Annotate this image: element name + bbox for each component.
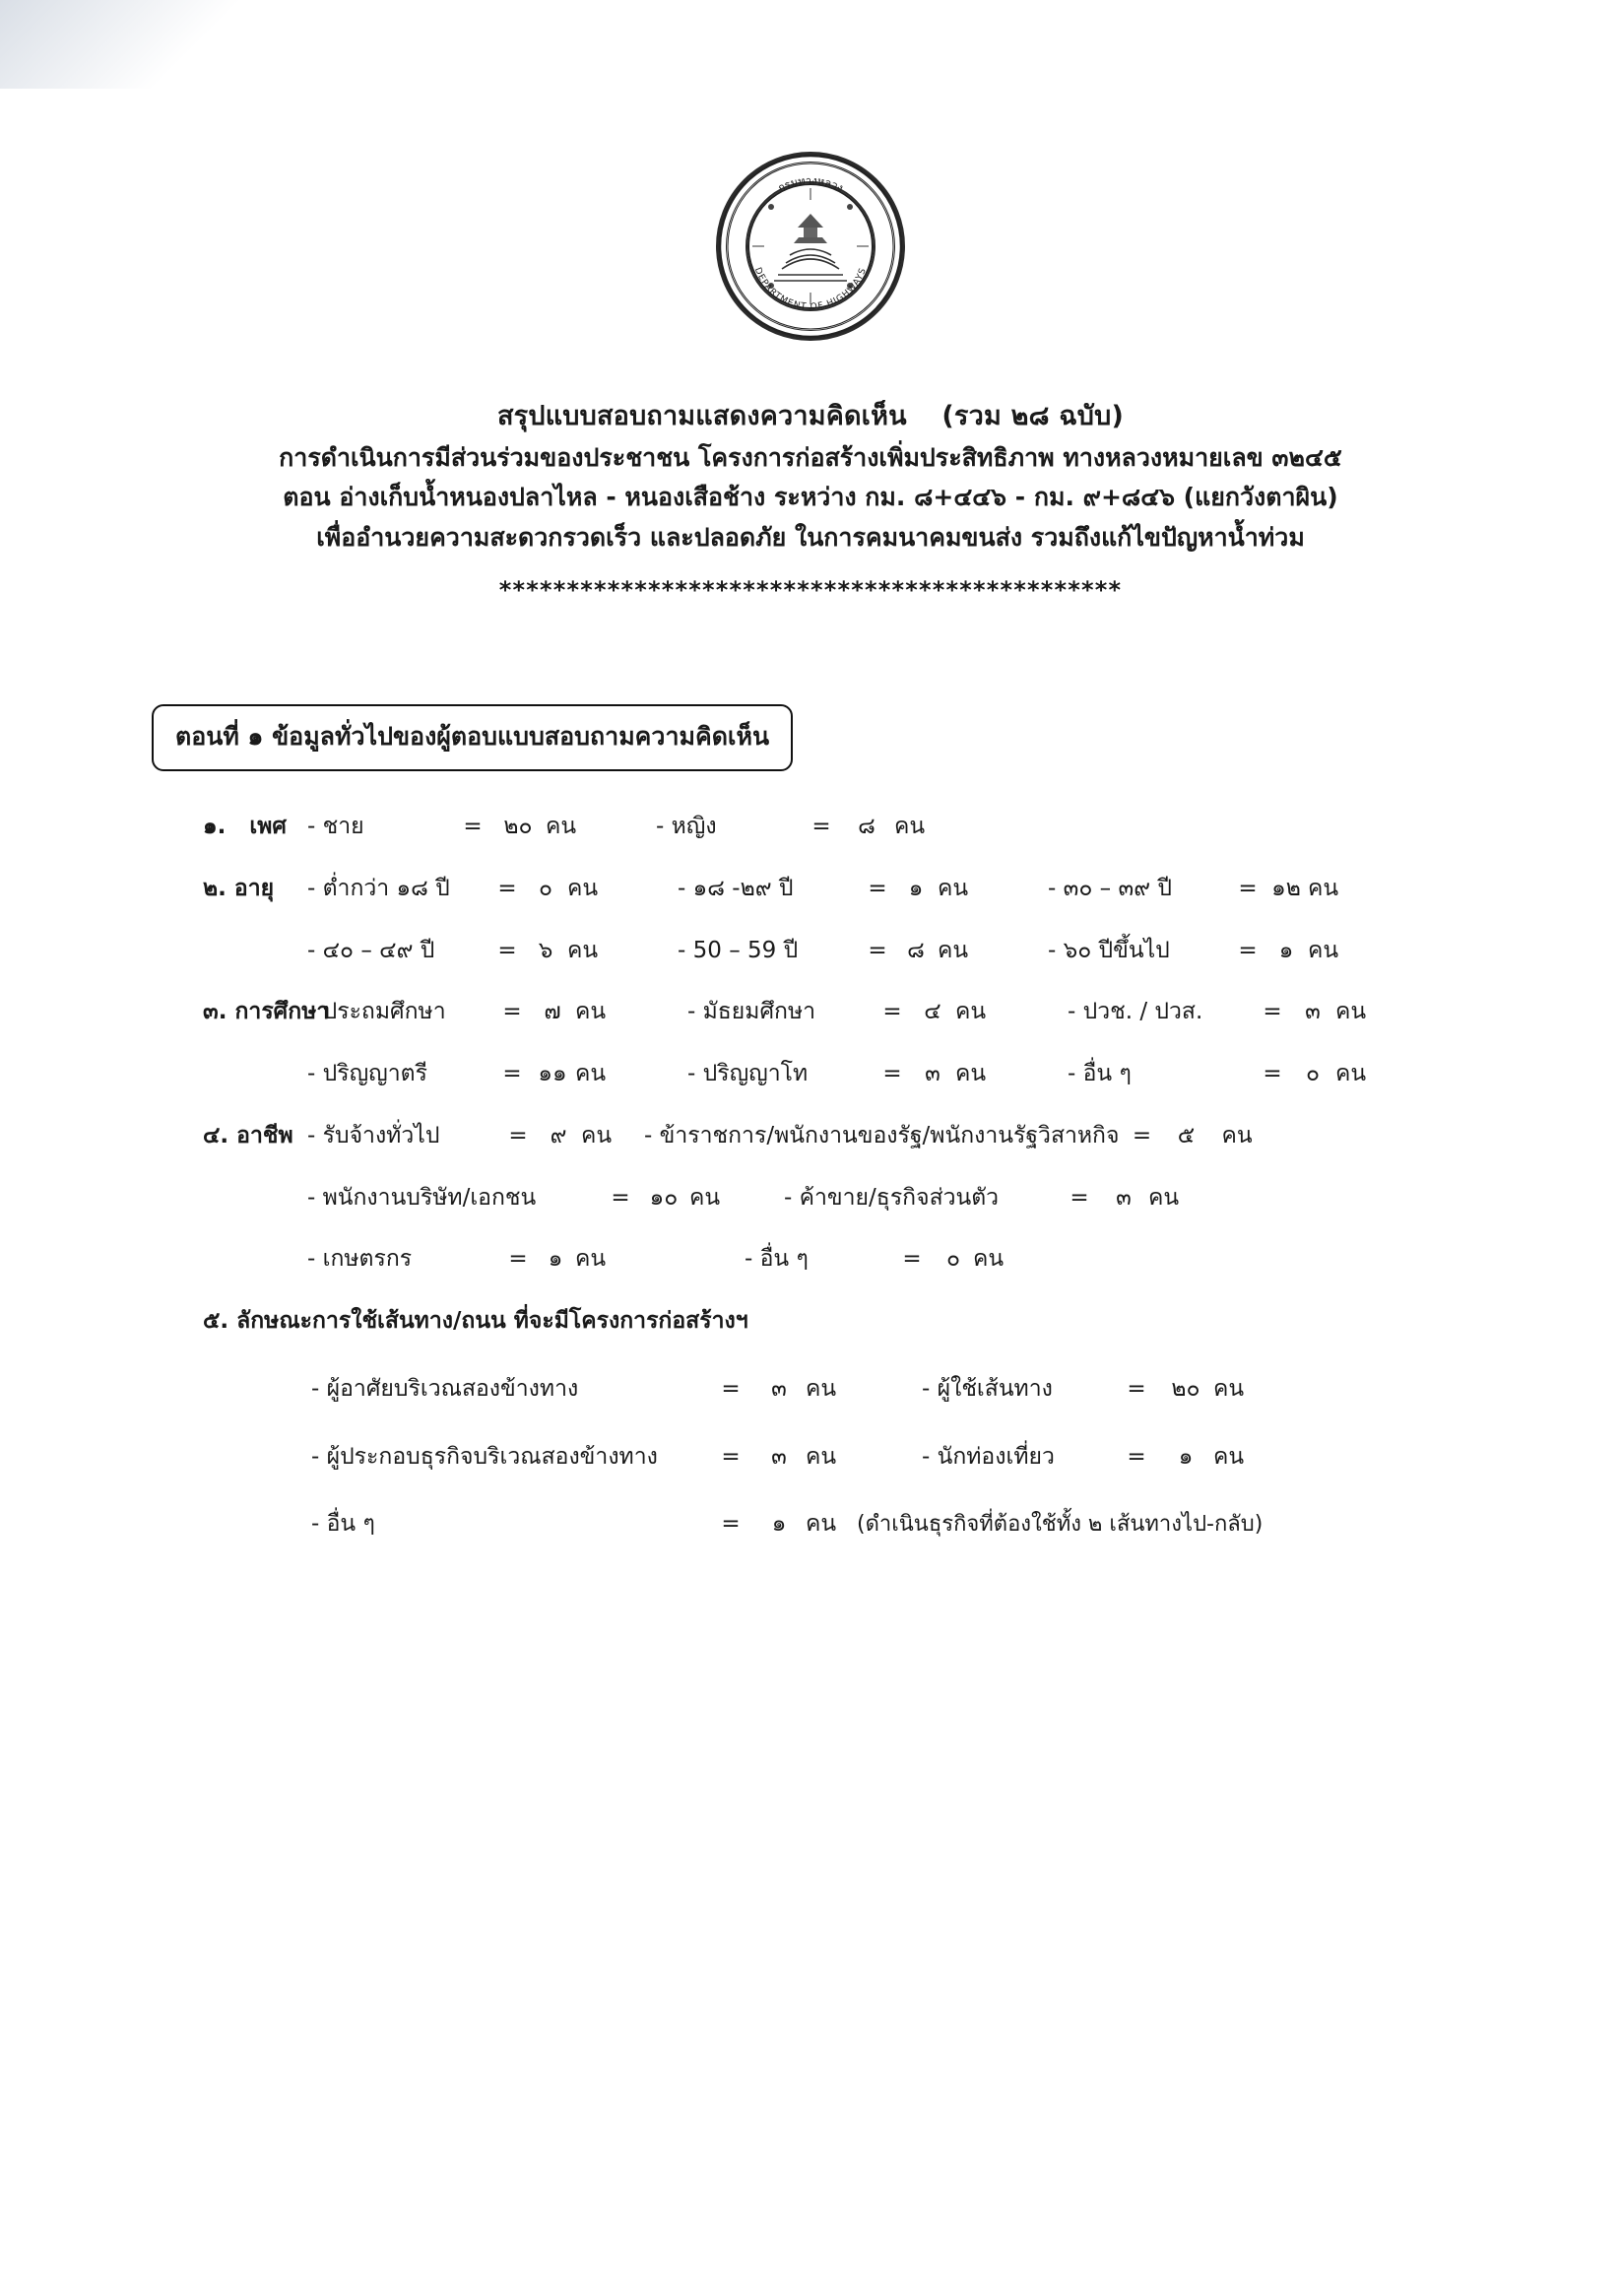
option-value: ๘ — [858, 814, 875, 840]
option-equals: = — [1132, 1122, 1152, 1148]
option-row — [307, 998, 1503, 1026]
question-row-gender — [118, 813, 1503, 841]
option-value: ๐ — [945, 1246, 961, 1273]
option-label: - มัธยมศึกษา — [687, 999, 816, 1025]
option-row — [307, 937, 1503, 965]
question-1-title: เพศ — [249, 814, 287, 840]
option-unit: คน — [575, 999, 607, 1025]
option-unit: คน — [806, 1511, 837, 1538]
option-equals: = — [721, 1511, 741, 1538]
option-row — [307, 1122, 1503, 1150]
option-equals: = — [882, 1061, 902, 1087]
option-label: - อื่น ๆ — [745, 1246, 809, 1273]
option-value: ๐ — [1305, 1061, 1321, 1087]
page-title — [118, 395, 1503, 438]
option-value: ๐ — [538, 875, 553, 901]
option-value: ๓ — [925, 1061, 940, 1087]
option-equals: = — [811, 814, 831, 840]
option-label: - ต่ำกว่า ๑๘ ปี — [307, 875, 450, 901]
option-value: ๑ — [1178, 1443, 1194, 1470]
question-4-title: อาชีพ — [236, 1122, 293, 1148]
title-block — [118, 395, 1503, 610]
page-title-text: สรุปแบบสอบถามแสดงความคิดเห็น — [496, 401, 907, 431]
question-2-label — [118, 875, 307, 903]
question-2-options — [307, 875, 1503, 965]
question-row-occupation — [118, 1122, 1503, 1274]
option-value: ๑ — [548, 1246, 563, 1273]
option-label: - อื่น ๆ — [1068, 1061, 1132, 1087]
option-label: - ๓๐ – ๓๙ ปี — [1048, 875, 1172, 901]
option-label: - ผู้ใช้เส้นทาง — [922, 1375, 1053, 1402]
option-unit: คน — [1308, 937, 1339, 963]
subtitle-line-3: เพื่ออำนวยความสะดวกรวดเร็ว และปลอดภัย ในการคมนาคมขนส่ง รวมถึงแก้ไขปัญหาน้ำท่วม — [316, 522, 1305, 552]
option-unit: คน — [1335, 999, 1367, 1025]
option-equals: = — [497, 875, 517, 901]
option-value: ๖ — [538, 937, 553, 963]
question-5-options — [118, 1375, 1503, 1539]
option-value: ๑ — [771, 1511, 787, 1538]
option-value: ๒๐ — [503, 814, 533, 840]
section-1-banner: ตอนที่ ๑ ข้อมูลทั่วไปของผู้ตอบแบบสอบถามความคิดเห็น — [152, 704, 793, 771]
option-unit: คน — [575, 1061, 607, 1087]
question-1-number: ๑. — [203, 814, 227, 840]
option-label: - นักท่องเที่ยว — [922, 1443, 1055, 1470]
option-label: - หญิง — [656, 814, 717, 840]
subtitle-line-2: ตอน อ่างเก็บน้ำหนองปลาไหล - หนองเสือช้าง ระหว่าง กม. ๘+๔๔๖ - กม. ๙+๘๔๖ (แยกวังตาผิน) — [283, 483, 1338, 512]
option-label: - 50 – 59 ปี — [678, 937, 799, 963]
option-value: ๘ — [907, 937, 925, 963]
option-unit: คน — [1221, 1122, 1253, 1148]
option-equals: = — [508, 1246, 528, 1273]
option-unit: คน — [1213, 1375, 1245, 1402]
svg-text:กรมทางหลวง: กรมทางหลวง — [775, 173, 846, 195]
option-label: - ประถมศึกษา — [307, 999, 446, 1025]
option-equals: = — [868, 937, 887, 963]
option-equals: = — [1238, 875, 1258, 901]
option-row — [311, 1443, 1503, 1472]
option-equals: = — [721, 1443, 741, 1470]
option-unit: คน — [581, 1122, 613, 1148]
page-title-count: (รวม ๒๘ ฉบับ) — [941, 401, 1125, 431]
option-row — [307, 1245, 1503, 1274]
option-equals: = — [502, 999, 522, 1025]
option-unit: คน — [938, 875, 969, 901]
option-value: ๑๐ — [649, 1184, 679, 1211]
option-value: ๑ — [908, 875, 924, 901]
question-list — [118, 813, 1503, 1539]
option-row — [307, 813, 1503, 841]
option-equals: = — [1263, 1061, 1282, 1087]
asterisk-divider: ********************************************** — [498, 576, 1123, 605]
option-unit: คน — [1213, 1443, 1245, 1470]
option-equals: = — [463, 814, 483, 840]
option-equals: = — [902, 1246, 922, 1273]
option-equals: = — [1127, 1375, 1146, 1402]
question-1-label — [118, 813, 307, 841]
option-row — [307, 875, 1503, 903]
option-value: ๕ — [1177, 1122, 1196, 1148]
option-value: ๓ — [771, 1375, 787, 1402]
option-unit: คน — [567, 937, 599, 963]
question-2-title: อายุ — [233, 875, 275, 901]
option-label: - ค้าขาย/ธุรกิจส่วนตัว — [784, 1184, 1000, 1211]
option-label: - ปวช. / ปวส. — [1068, 999, 1203, 1025]
question-3-title: การศึกษา — [234, 999, 330, 1025]
question-3-options — [307, 998, 1503, 1088]
option-row — [311, 1375, 1503, 1404]
option-label: - ข้าราชการ/พนักงานของรัฐ/พนักงานรัฐวิสาหกิจ — [644, 1122, 1120, 1148]
question-row-education — [118, 998, 1503, 1088]
question-1-options — [307, 813, 1503, 841]
option-equals: = — [502, 1061, 522, 1087]
option-label: - ๔๐ – ๔๙ ปี — [307, 937, 435, 963]
option-value: ๔ — [924, 999, 941, 1025]
option-label: - อื่น ๆ — [311, 1511, 375, 1538]
question-3-number: ๓. — [203, 999, 227, 1025]
question-5-title: ๕. ลักษณะการใช้เส้นทาง/ถนน ที่จะมีโครงการก่อสร้างฯ — [203, 1308, 748, 1335]
question-4-number: ๔. — [203, 1122, 229, 1148]
option-unit: คน — [955, 999, 987, 1025]
option-equals: = — [1263, 999, 1282, 1025]
option-note: (ดำเนินธุรกิจที่ต้องใช้ทั้ง ๒ เส้นทางไป-กลับ) — [857, 1512, 1264, 1538]
option-label: - ผู้อาศัยบริเวณสองข้างทาง — [311, 1375, 579, 1402]
option-unit: คน — [973, 1246, 1005, 1273]
option-label: - ปริญญาโท — [687, 1061, 809, 1087]
subtitle-line-1: การดำเนินการมีส่วนร่วมของประชาชน โครงการก่อสร้างเพิ่มประสิทธิภาพ ทางหลวงหมายเลข ๓๒๔๕ — [279, 442, 1342, 472]
option-label: - ชาย — [307, 814, 364, 840]
option-unit: คน — [938, 937, 969, 963]
option-label: - พนักงานบริษัท/เอกชน — [307, 1184, 537, 1211]
emblem-container — [118, 0, 1503, 340]
option-equals: = — [1238, 937, 1258, 963]
option-unit: คน — [1308, 875, 1339, 901]
option-equals: = — [1127, 1443, 1146, 1470]
option-label: - ปริญญาตรี — [307, 1061, 427, 1087]
option-value: ๗ — [544, 999, 561, 1025]
option-value: ๙ — [550, 1122, 567, 1148]
option-label: - ๑๘ -๒๙ ปี — [678, 875, 794, 901]
option-label: - ๖๐ ปีขึ้นไป — [1048, 937, 1170, 963]
option-equals: = — [1070, 1184, 1089, 1211]
option-label: - รับจ้างทั่วไป — [307, 1122, 440, 1148]
option-equals: = — [497, 937, 517, 963]
option-row — [311, 1510, 1503, 1539]
option-value: ๓ — [1116, 1184, 1132, 1211]
option-unit: คน — [1335, 1061, 1367, 1087]
option-row — [307, 1060, 1503, 1088]
question-2-number: ๒. — [203, 875, 227, 901]
option-unit: คน — [575, 1246, 607, 1273]
option-value: ๑๑ — [538, 1061, 567, 1087]
option-unit: คน — [1148, 1184, 1180, 1211]
option-value: ๒๐ — [1171, 1375, 1200, 1402]
question-4-label — [118, 1122, 307, 1150]
question-row-age — [118, 875, 1503, 965]
department-of-highways-emblem-icon — [717, 153, 904, 340]
option-value: ๑ — [1278, 937, 1294, 963]
option-equals: = — [868, 875, 887, 901]
option-label: - เกษตรกร — [307, 1246, 413, 1273]
option-value: ๑๒ — [1271, 875, 1301, 901]
option-label: - ผู้ประกอบธุรกิจบริเวณสองข้างทาง — [311, 1443, 658, 1470]
question-4-options — [307, 1122, 1503, 1274]
option-equals: = — [882, 999, 902, 1025]
svg-text:DEPARTMENT OF HIGHWAYS: DEPARTMENT OF HIGHWAYS — [751, 266, 870, 313]
option-unit: คน — [546, 814, 577, 840]
option-value: ๓ — [771, 1443, 787, 1470]
option-unit: คน — [806, 1443, 837, 1470]
option-unit: คน — [567, 875, 599, 901]
option-equals: = — [508, 1122, 528, 1148]
option-equals: = — [721, 1375, 741, 1402]
option-unit: คน — [689, 1184, 721, 1211]
option-value: ๓ — [1305, 999, 1321, 1025]
question-3-label — [118, 998, 330, 1026]
option-unit: คน — [955, 1061, 987, 1087]
option-unit: คน — [894, 814, 926, 840]
option-equals: = — [611, 1184, 630, 1211]
option-unit: คน — [806, 1375, 837, 1402]
option-row — [307, 1184, 1503, 1213]
